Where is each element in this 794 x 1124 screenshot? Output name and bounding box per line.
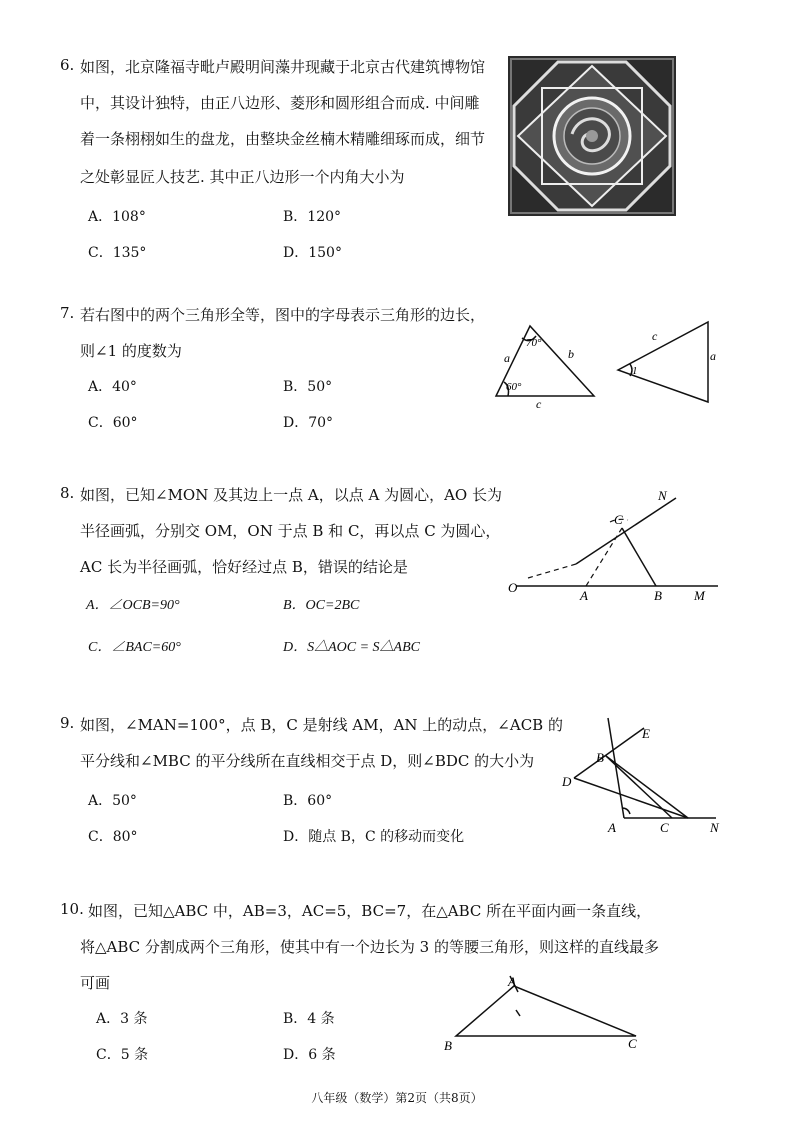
q6-line-3: 着一条栩栩如生的盘龙，由整块金丝楠木精雕细琢而成，细节 [80,130,486,148]
q8-line-1: 如图，已知∠MON 及其边上一点 A，以点 A 为圆心，AO 长为 [80,486,502,504]
label-b-left: b [568,347,574,361]
q9-bisector-figure [556,716,726,840]
q8-option-a: A．∠OCB=90° [86,598,180,613]
label-c-right: c [652,329,658,343]
q9-option-c: C．80° [88,829,138,845]
q9-line-2: 平分线和∠MBC 的平分线所在直线相交于点 D，则∠BDC 的大小为 [80,752,535,770]
label-B: B [654,588,662,603]
q10-option-a: A．3 条 [96,1011,148,1027]
q7-line-1: 若右图中的两个三角形全等，图中的字母表示三角形的边长， [80,306,486,324]
label-B: B [596,750,604,765]
caisson-ceiling-photo [508,56,676,216]
q9-option-b: B．60° [283,793,333,809]
q6-line-2: 中，其设计独特，由正八边形、菱形和圆形组合而成. 中间雕 [80,94,480,112]
q8-line-3: AC 长为半径画弧，恰好经过点 B，错误的结论是 [80,558,408,576]
label-C: C [614,512,623,527]
label-N: N [710,820,719,835]
q6-line-1: 如图，北京隆福寺毗卢殿明间藻井现藏于北京古代建筑博物馆 [80,58,486,76]
q6-option-c: C．135° [88,245,147,261]
q7-option-c: C．60° [88,415,138,431]
q10-option-c: C．5 条 [96,1047,149,1063]
q10-line-2: 将△ABC 分割成两个三角形，使其中有一个边长为 3 的等腰三角形，则这样的直线最多 [80,938,659,956]
q8-option-c: C．∠BAC=60° [88,640,181,655]
q10-line-1: 如图，已知△ABC 中，AB=3，AC=5，BC=7，在△ABC 所在平面内画一条直线， [88,902,652,920]
q9-number: 9. [60,714,75,732]
q8-line-2: 半径画弧，分别交 OM，ON 于点 B 和 C，再以点 C 为圆心， [80,522,501,540]
label-A: A [608,820,616,835]
q8-option-d: D．S△AOC = S△ABC [283,640,420,655]
q7-number: 7. [60,304,75,322]
label-A: A [508,974,516,989]
q10-option-d: D．6 条 [283,1047,336,1063]
label-D: D [562,774,572,789]
label-70deg: 70° [526,337,542,349]
q6-option-a: A．108° [88,209,146,225]
label-60deg: 60° [506,381,522,393]
q6-number: 6. [60,56,75,74]
q9-option-a: A．50° [88,793,137,809]
page-footer: 八年级（数学）第2页（共8页） [311,1091,483,1105]
label-A: A [580,588,588,603]
q10-number: 10. [60,900,84,918]
label-a-right: a [710,349,716,363]
q7-option-b: B．50° [283,379,333,395]
label-M: M [694,588,705,603]
label-C: C [660,820,669,835]
q8-angle-figure [506,486,726,604]
label-E: E [642,726,650,741]
q10-triangle-figure [440,970,650,1056]
q6-option-b: B．120° [283,209,342,225]
label-angle-1: 1 [632,365,638,377]
q9-line-1: 如图，∠MAN=100°，点 B，C 是射线 AM，AN 上的动点，∠ACB 的 [80,716,563,734]
q10-option-b: B．4 条 [283,1011,335,1027]
label-B: B [444,1038,452,1053]
label-c-left: c [536,397,542,410]
q7-triangles-figure [490,318,720,410]
q6-option-d: D．150° [283,245,342,261]
q7-option-d: D．70° [283,415,334,431]
label-a-left: a [504,351,510,365]
q9-option-d: D．随点 B，C 的移动而变化 [283,829,465,845]
q7-line-2: 则∠1 的度数为 [80,342,182,360]
label-O: O [508,580,518,595]
q8-option-b: B．OC=2BC [283,598,360,613]
label-C: C [628,1036,637,1051]
q7-option-a: A．40° [88,379,137,395]
triangle-right [618,322,708,402]
label-N: N [658,488,667,503]
q8-number: 8. [60,484,75,502]
q6-line-4: 之处彰显匠人技艺. 其中正八边形一个内角大小为 [80,168,405,186]
q10-line-3: 可画 [80,974,111,992]
